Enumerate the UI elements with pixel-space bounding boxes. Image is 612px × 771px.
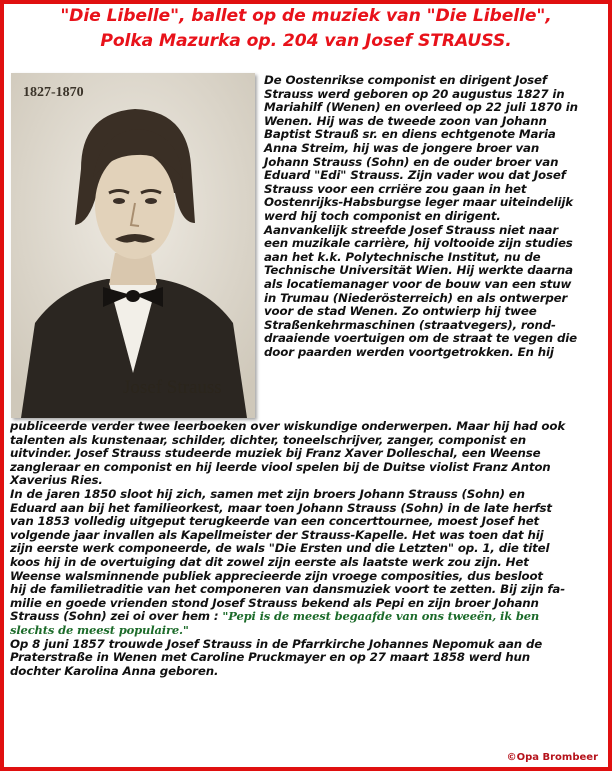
column-line: aan het k.k. Polytechnische Institut, nu de	[264, 249, 541, 264]
column-line: als locatiemanager voor de bouw van een stuw	[264, 276, 572, 291]
column-line: Anna Streim, hij was de jongere broer van	[264, 140, 540, 155]
column-line: in Trumau (Niederösterreich) en als ontwerper	[264, 290, 568, 305]
quote-text-part-2: slechts de meest populaire."	[10, 622, 189, 637]
column-line: Technische Universität Wien. Hij werkte daarna	[264, 263, 573, 278]
text-line: van 1853 volledig uitgeput terugkeerde van een concerttournee, moest Josef het	[10, 514, 540, 529]
text-line: dochter Karolina Anna geboren.	[10, 663, 219, 678]
portrait-photo	[11, 73, 255, 418]
column-line: Oostenrijks-Habsburgse leger maar uiteindelijk	[264, 195, 573, 210]
column-line: werd hij toch componist en dirigent.	[264, 208, 501, 223]
portrait-caption: Josef Strauss	[123, 377, 222, 398]
text-line: milie en goede vrienden stond Josef Strauss bekend als Pepi en zijn broer Johann	[10, 595, 539, 610]
column-line: voor de stad Wenen. Zo ontwierp hij twee	[264, 304, 537, 319]
text-line: koos hij in de overtuiging dat dit zowel zijn eerste als laatste werk zou zijn. Het	[10, 554, 529, 569]
column-line: Strauss voor een crriëre zou gaan in het	[264, 181, 527, 196]
title-line-2: Polka Mazurka op. 204 van Josef STRAUSS.	[100, 31, 512, 51]
portrait-years: 1827-1870	[23, 85, 84, 100]
title-line-1: "Die Libelle", ballet op de muziek van "Die Libelle",	[60, 6, 552, 26]
full-width-text	[10, 420, 608, 678]
column-line: Johann Strauss (Sohn) en de ouder broer van	[264, 154, 559, 169]
column-line: draaiende voertuigen om de straat te vegen die	[264, 331, 578, 346]
text-line: Xaverius Ries.	[10, 473, 103, 488]
page-title	[6, 4, 606, 54]
column-line: Aanvankelijk streefde Josef Strauss niet naar	[264, 222, 559, 237]
text-line: hij de familietraditie van het componeren van dansmuziek voort te zetten. Bij zijn fa-	[10, 582, 565, 597]
column-line: Straßenkehrmaschinen (straatvegers), rond-	[264, 317, 556, 332]
text-line: In de jaren 1850 sloot hij zich, samen met zijn broers Johann Strauss (Sohn) en	[10, 486, 525, 501]
text-line: Eduard aan bij het familieorkest, maar toen Johann Strauss (Sohn) in de late herfst	[10, 500, 552, 515]
copyright-notice: ©Opa Brombeer	[506, 752, 598, 763]
column-line: De Oostenrikse componist en dirigent Josef	[264, 73, 547, 87]
text-line: uitvinder. Josef Strauss studeerde muziek bij Franz Xaver Dolleschal, een Weense	[10, 446, 541, 461]
right-column-text	[264, 74, 608, 359]
quote-prefix: Strauss (Sohn) zei oi over hem :	[10, 609, 223, 624]
quote-line	[10, 610, 608, 624]
text-line: Op 8 juni 1857 trouwde Josef Strauss in de Pfarrkirche Johannes Nepomuk aan de	[10, 636, 543, 651]
text-line: zangleraar en componist en hij leerde viool spelen bij de Duitse violist Franz Anton	[10, 459, 551, 474]
quote-text-part-1: "Pepi is de meest begaafde van ons tweeën, ik ben	[222, 609, 540, 624]
column-line: Baptist Strauß sr. en diens echtgenote Maria	[264, 127, 556, 142]
text-line: Praterstraße in Wenen met Caroline Pruckmayer en op 27 maart 1858 werd hun	[10, 650, 531, 665]
column-line: Wenen. Hij was de tweede zoon van Johann	[264, 113, 547, 128]
column-line: Eduard "Edi" Strauss. Zijn vader wou dat Josef	[264, 168, 566, 183]
column-line: een muzikale carrière, hij voltooide zijn studies	[264, 236, 573, 251]
column-line: Strauss werd geboren op 20 augustus 1827 in	[264, 86, 565, 101]
text-line: talenten als kunstenaar, schilder, dichter, toneelschrijver, zanger, componist en	[10, 432, 527, 447]
text-line: publiceerde verder twee leerboeken over wiskundige onderwerpen. Maar hij had ook	[10, 419, 566, 433]
portrait-illustration	[11, 73, 255, 418]
column-line: Mariahilf (Wenen) en overleed op 22 juli 1870 in	[264, 100, 578, 115]
text-line: zijn eerste werk componeerde, de wals "Die Ersten und die Letzten" op. 1, die titel	[10, 541, 550, 556]
text-line: volgende jaar invallen als Kapellmeister der Strauss-Kapelle. Het was toen dat hij	[10, 527, 544, 542]
column-line: door paarden werden voortgetrokken. En hij	[264, 344, 554, 359]
text-line: Weense walsminnende publiek apprecieerde zijn vroege composities, dus besloot	[10, 568, 543, 583]
